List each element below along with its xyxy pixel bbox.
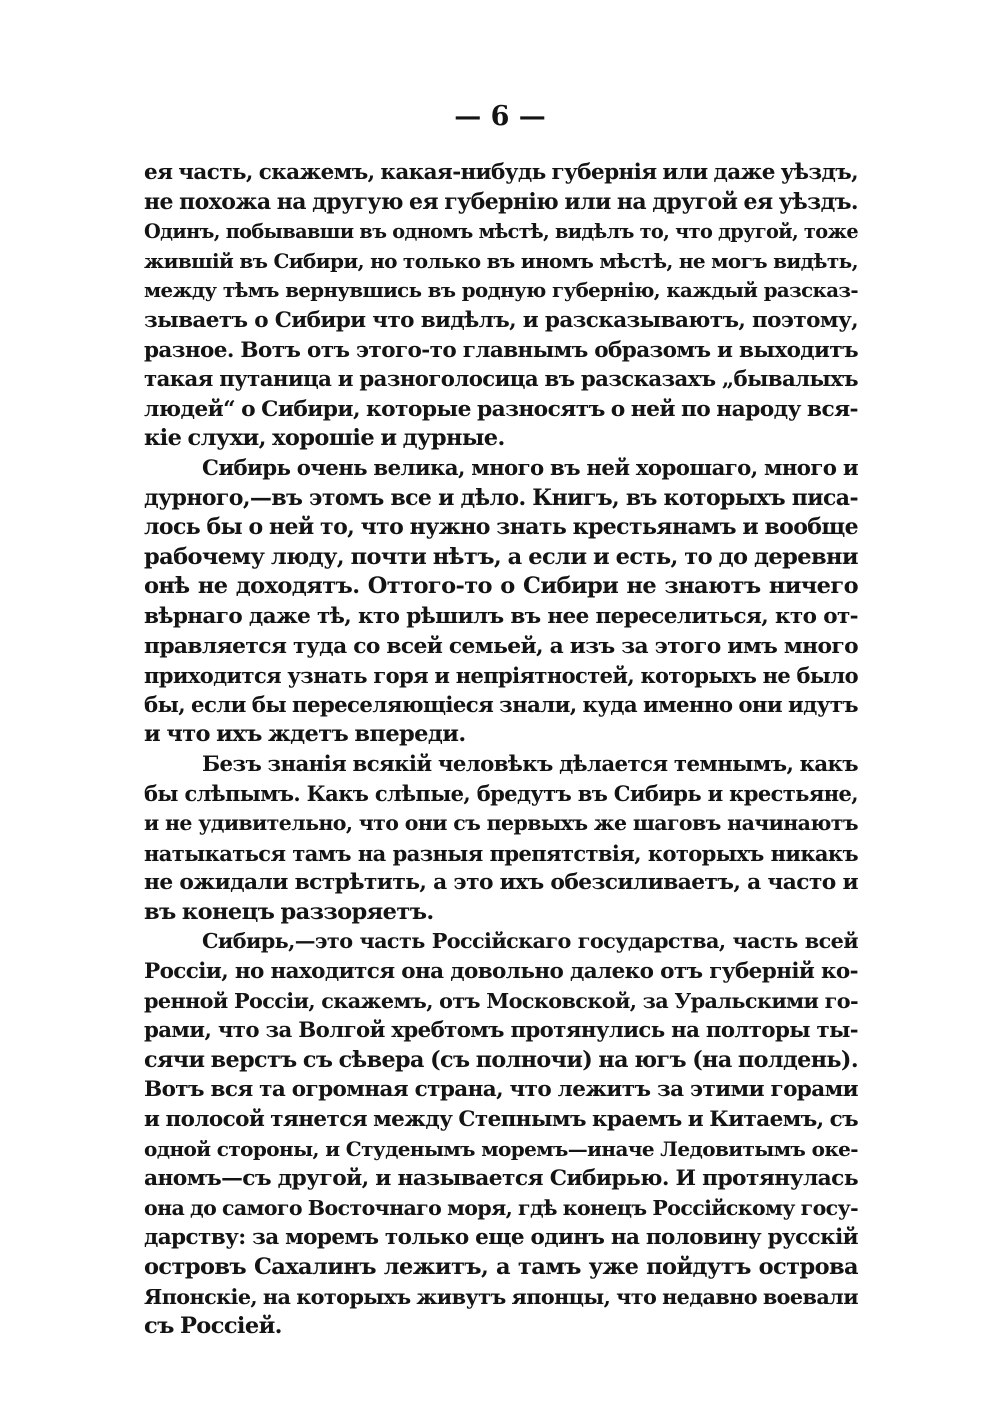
- body-text: [144, 158, 858, 1342]
- text-line: сячи верстъ съ сѣвера (съ полночи) на югъ (на полдень).: [144, 1046, 858, 1073]
- text-line: Одинъ, побывавши въ одномъ мѣстѣ, видѣлъ то, что другой, тоже: [144, 220, 858, 244]
- text-line: рами, что за Волгой хребтомъ протянулись на полторы ты-: [144, 1018, 858, 1044]
- text-line: ренной Россіи, скажемъ, отъ Московской, за Уральскими го-: [144, 988, 858, 1013]
- text-line: рабочему люду, почти нѣтъ, а если и есть, то до деревни: [144, 543, 858, 570]
- text-line: зываетъ о Сибири что видѣлъ, и разсказываютъ, поэтому,: [144, 307, 858, 333]
- text-line: и не удивительно, что они съ первыхъ же шаговъ начинаютъ: [144, 811, 858, 836]
- text-line: бы слѣпымъ. Какъ слѣпые, бредутъ въ Сибирь и крестьяне,: [144, 781, 858, 807]
- text-line: она до самого Восточнаго моря, гдѣ конецъ Россійскому госу-: [144, 1195, 858, 1220]
- text-line: натыкаться тамъ на разныя препятствія, которыхъ никакъ: [144, 840, 858, 866]
- text-line: между тѣмъ вернувшись въ родную губернію, каждый разсказ-: [144, 278, 858, 303]
- text-line: ея часть, скажемъ, какая-нибудь губернія или даже уѣздъ,: [144, 160, 858, 185]
- text-line: Безъ знанія всякій человѣкъ дѣлается темнымъ, какъ: [202, 751, 858, 777]
- text-line: въ конецъ раззоряетъ.: [144, 898, 434, 925]
- text-line: Сибирь очень велика, много въ ней хорошаго, много и: [202, 455, 858, 481]
- text-line: приходится узнать горя и непріятностей, которыхъ не было: [144, 663, 858, 689]
- paragraph: [144, 927, 858, 1341]
- text-line: дурного,—въ этомъ все и дѣло. Книгъ, въ которыхъ писа-: [144, 484, 858, 511]
- text-line: дарству: за моремъ только еще одинъ на половину русскій: [144, 1225, 858, 1251]
- text-line: жившій въ Сибири, но только въ иномъ мѣстѣ, не могъ видѣть,: [144, 248, 858, 273]
- text-line: не ожидали встрѣтить, а это ихъ обезсиливаетъ, а часто и: [144, 870, 858, 896]
- paragraph: [144, 750, 858, 928]
- text-line: Россіи, но находится она довольно далеко отъ губерній ко-: [144, 959, 858, 985]
- text-line: разное. Вотъ отъ этого-то главнымъ образомъ и выходитъ: [144, 337, 858, 363]
- text-line: правляется туда со всей семьей, а изъ за этого имъ много: [144, 633, 858, 659]
- text-line: островъ Сахалинъ лежитъ, а тамъ уже пойдутъ острова: [144, 1253, 858, 1280]
- text-line: одной стороны, и Студенымъ моремъ—иначе Ледовитымъ оке-: [144, 1136, 858, 1161]
- text-line: Японскіе, на которыхъ живутъ японцы, что недавно воевали: [144, 1284, 858, 1309]
- page-number: — 6 —: [454, 101, 546, 132]
- text-line: вѣрнаго даже тѣ, кто рѣшилъ въ нее переселиться, кто от-: [144, 603, 858, 629]
- text-line: Вотъ вся та огромная страна, что лежитъ за этими горами: [144, 1077, 858, 1103]
- text-line: и что ихъ ждетъ впереди.: [144, 721, 466, 748]
- paragraph: [144, 158, 858, 454]
- text-line: онѣ не доходятъ. Оттого-то о Сибири не знаютъ ничего: [144, 573, 858, 600]
- paragraph: [144, 454, 858, 750]
- text-line: лось бы о ней то, что нужно знать крестьянамъ и вообще: [144, 514, 858, 541]
- text-line: аномъ—съ другой, и называется Сибирью. И протянулась: [144, 1166, 858, 1192]
- text-line: кіе слухи, хорошіе и дурные.: [144, 425, 505, 452]
- text-line: съ Россіей.: [144, 1313, 282, 1340]
- text-line: такая путаница и разноголосица въ разсказахъ „бывалыхъ: [144, 367, 858, 393]
- text-line: людей“ о Сибири, которые разносятъ о ней по народу вся-: [144, 396, 858, 422]
- text-line: не похожа на другую ея губернію или на другой ея уѣздъ.: [144, 188, 858, 215]
- text-line: Сибирь,—это часть Россійскаго государства, часть всей: [202, 929, 858, 954]
- text-line: бы, если бы переселяющіеся знали, куда именно они идутъ: [144, 692, 858, 718]
- text-line: и полосой тянется между Степнымъ краемъ и Китаемъ, съ: [144, 1107, 858, 1132]
